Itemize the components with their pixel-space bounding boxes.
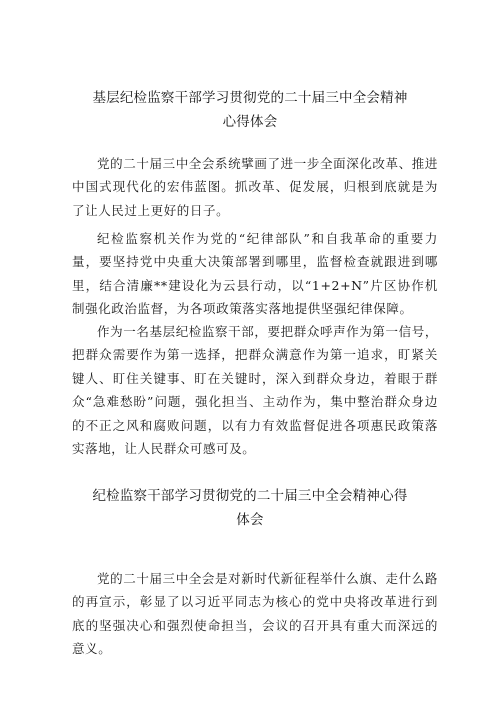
article-1-paragraph-3: 作为一名基层纪检监察干部，要把群众呼声作为第一信号，把群众需要作为第一选择，把群众满意作为第一追求，盯紧关键人、盯住关键事、盯在关键时，深入到群众身边，着眼于群众“急难愁盼”问题，强化担当、主动作为，集中整治群众身边的不正之风和腐败问题，以有力有效监督促进各项惠民政策落实落地，让人民群众可感可及。 (72, 324, 438, 457)
article-2-title-line-1: 纪检监察干部学习贯彻党的二十届三中全会精神心得 (92, 488, 408, 504)
article-2-title (60, 484, 440, 532)
article-1-title-line-1: 基层纪检监察干部学习贯彻党的二十届三中全会精神 (92, 90, 408, 106)
article-1-title (60, 86, 440, 134)
article-1-paragraph-1: 党的二十届三中全会系统擘画了进一步全面深化改革、推进中国式现代化的宏伟蓝图。抓改革、促发展，归根到底就是为了让人民过上更好的日子。 (72, 156, 438, 218)
article-1-paragraph-2: 纪检监察机关作为党的“纪律部队”和自我革命的重要力量，要坚持党中央重大决策部署到哪里，监督检查就跟进到哪里，结合清廉**建设化为云县行动，以“1+2+N”片区协作机制强化政治监督，为各项政策落实落地提供坚强纪律保障。 (72, 231, 438, 317)
article-1-title-line-2: 心得体会 (222, 114, 278, 130)
article-2-title-line-2: 体会 (236, 512, 264, 528)
article-2-paragraph-1: 党的二十届三中全会是对新时代新征程举什么旗、走什么路的再宣示，彰显了以习近平同志为核心的党中央将改革进行到底的坚强决心和强烈使命担当，会议的召开具有重大而深远的意义。 (72, 571, 438, 657)
